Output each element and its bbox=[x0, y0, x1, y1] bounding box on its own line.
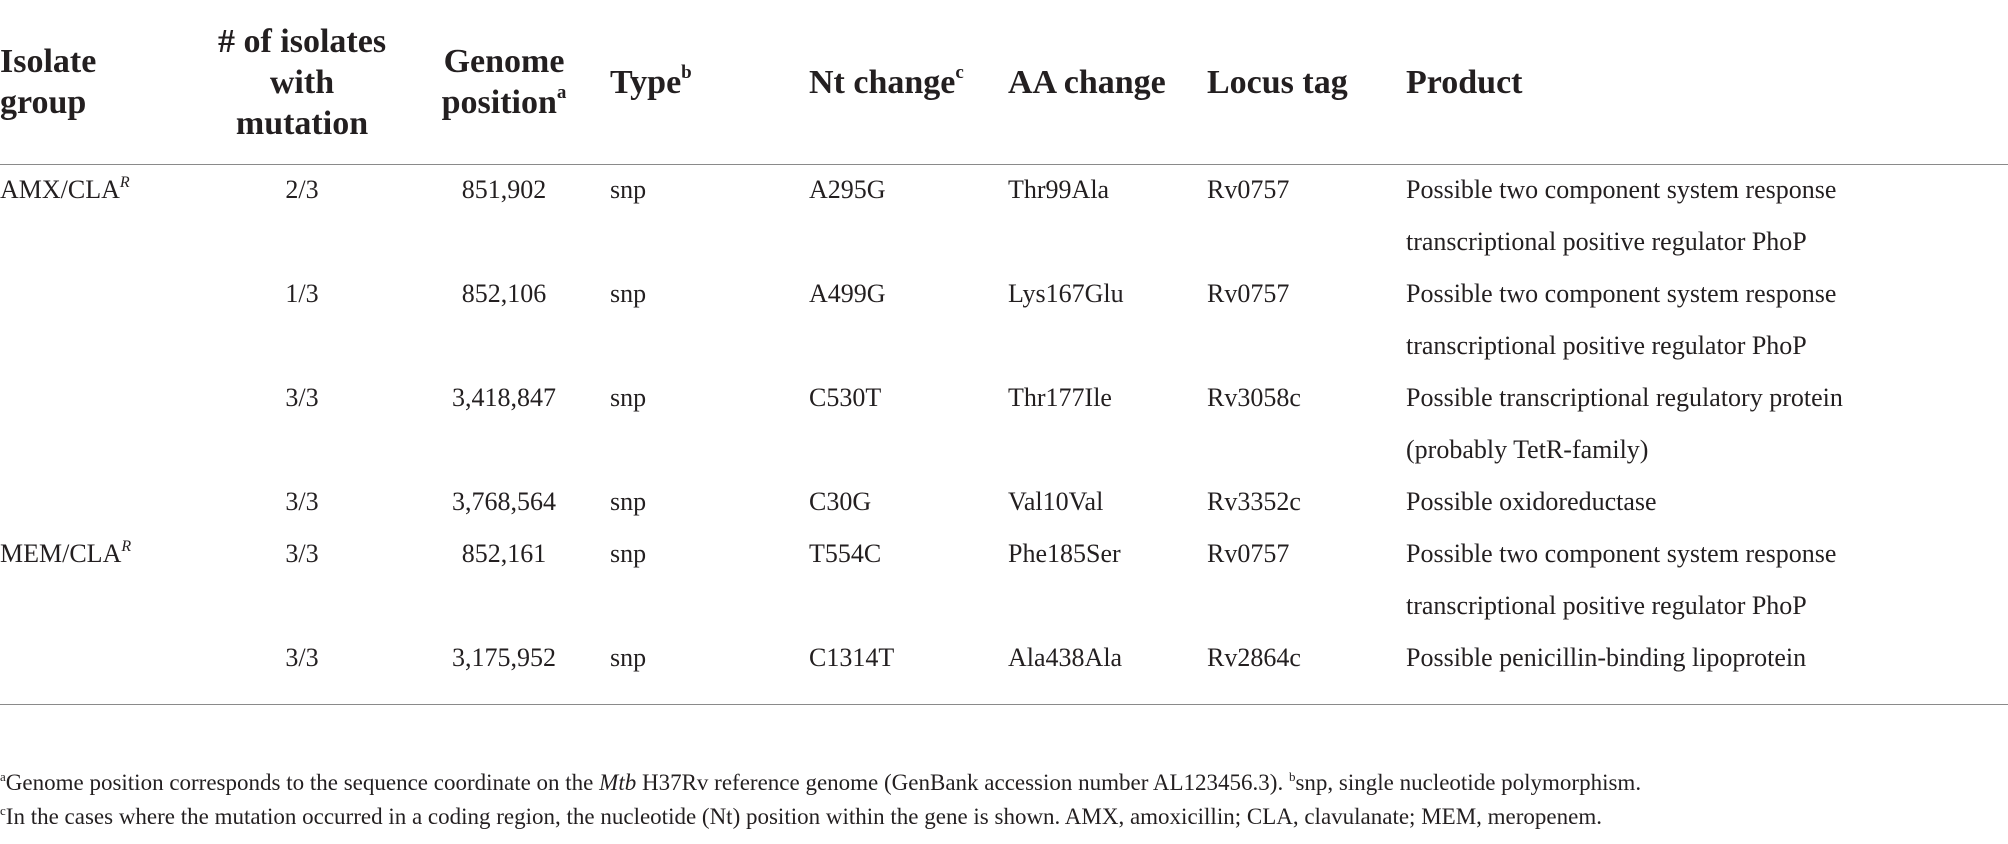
header-locus-tag: Locus tag bbox=[1207, 64, 1348, 101]
cell-product bbox=[1406, 476, 1966, 528]
cell-product-line: Possible two component system response bbox=[1406, 539, 1837, 568]
cell-genome-position: 852,161 bbox=[461, 539, 547, 568]
footnote-line-2 bbox=[0, 800, 1602, 834]
bottom-rule bbox=[0, 704, 2008, 705]
header-genome-position bbox=[414, 41, 594, 123]
cell-nt-change: C530T bbox=[809, 383, 882, 412]
header-nt-change bbox=[809, 62, 964, 103]
cell-product-line: Possible oxidoreductase bbox=[1406, 487, 1657, 516]
header-num-isolates-line1: # of isolates bbox=[217, 23, 387, 60]
cell-num-isolates: 3/3 bbox=[285, 487, 319, 516]
header-type bbox=[610, 62, 692, 103]
cell-product bbox=[1406, 528, 1966, 632]
cell-locus-tag: Rv0757 bbox=[1207, 539, 1290, 568]
cell-locus-tag: Rv2864c bbox=[1207, 643, 1301, 672]
footnote-mark-a: a bbox=[0, 769, 6, 784]
header-isolate-group-line1: Isolate bbox=[0, 43, 97, 80]
cell-product-line: Possible two component system response bbox=[1406, 175, 1837, 204]
header-type-label: Type bbox=[610, 64, 682, 101]
footnote-text: In the cases where the mutation occurred in a coding region, the nucleotide (Nt) position within the gene is shown. AMX, amoxicillin; CLA, clavulanate; MEM, meropenem. bbox=[5, 804, 1602, 829]
header-isolate-group-line2: group bbox=[0, 84, 87, 121]
cell-product-line: Possible two component system response bbox=[1406, 279, 1837, 308]
cell-product bbox=[1406, 632, 1966, 684]
cell-product-line: (probably TetR-family) bbox=[1406, 435, 1649, 464]
footnote-line-1 bbox=[0, 766, 1641, 800]
cell-aa-change: Phe185Ser bbox=[1008, 539, 1121, 568]
cell-nt-change: C30G bbox=[809, 487, 872, 516]
header-num-isolates bbox=[198, 21, 406, 144]
footnote-mark-b: b bbox=[1288, 769, 1296, 784]
cell-nt-change: T554C bbox=[809, 539, 882, 568]
cell-aa-change: Thr177Ile bbox=[1008, 383, 1112, 412]
footnote-italic-text: Mtb bbox=[599, 770, 637, 795]
cell-nt-change: A295G bbox=[809, 175, 886, 204]
cell-product-line: transcriptional positive regulator PhoP bbox=[1406, 227, 1807, 256]
cell-num-isolates: 3/3 bbox=[285, 539, 319, 568]
header-genome-position-line1: Genome bbox=[443, 43, 565, 80]
header-num-isolates-line3: mutation bbox=[235, 105, 369, 142]
header-genome-position-line2: position bbox=[441, 84, 557, 121]
cell-aa-change: Val10Val bbox=[1008, 487, 1104, 516]
cell-nt-change: A499G bbox=[809, 279, 886, 308]
cell-num-isolates: 2/3 bbox=[285, 175, 319, 204]
footnote-text: snp, single nucleotide polymorphism. bbox=[1295, 770, 1642, 795]
cell-num-isolates: 3/3 bbox=[285, 383, 319, 412]
header-genome-position-line2-wrap bbox=[414, 82, 594, 123]
cell-num-isolates: 3/3 bbox=[285, 643, 319, 672]
cell-nt-change: C1314T bbox=[809, 643, 895, 672]
cell-product bbox=[1406, 164, 1966, 268]
cell-genome-position: 3,175,952 bbox=[452, 643, 556, 672]
header-isolate-group bbox=[0, 41, 96, 123]
cell-locus-tag: Rv3058c bbox=[1207, 383, 1301, 412]
cell-genome-position: 3,418,847 bbox=[452, 383, 556, 412]
cell-group-label: AMX/CLA bbox=[0, 175, 120, 204]
cell-type: snp bbox=[610, 279, 647, 308]
cell-isolate-group bbox=[0, 528, 131, 580]
cell-group-resistance-mark: R bbox=[119, 174, 130, 191]
cell-isolate-group bbox=[0, 164, 130, 216]
header-aa-change: AA change bbox=[1008, 64, 1166, 101]
cell-locus-tag: Rv0757 bbox=[1207, 279, 1290, 308]
header-nt-change-label: Nt change bbox=[809, 64, 956, 101]
cell-product-line: transcriptional positive regulator PhoP bbox=[1406, 331, 1807, 360]
footnote-text: Genome position corresponds to the sequence coordinate on the bbox=[5, 770, 600, 795]
cell-genome-position: 3,768,564 bbox=[452, 487, 556, 516]
header-footnote-mark-a: a bbox=[556, 82, 567, 103]
cell-type: snp bbox=[610, 175, 647, 204]
header-footnote-mark-c: c bbox=[955, 62, 964, 83]
cell-type: snp bbox=[610, 383, 647, 412]
cell-genome-position: 851,902 bbox=[461, 175, 547, 204]
cell-type: snp bbox=[610, 643, 647, 672]
footnote-mark-c: c bbox=[0, 803, 6, 818]
cell-locus-tag: Rv3352c bbox=[1207, 487, 1301, 516]
cell-group-resistance-mark: R bbox=[121, 538, 132, 555]
header-product: Product bbox=[1406, 64, 1523, 101]
cell-product-line: transcriptional positive regulator PhoP bbox=[1406, 591, 1807, 620]
cell-locus-tag: Rv0757 bbox=[1207, 175, 1290, 204]
cell-product bbox=[1406, 268, 1966, 372]
cell-genome-position: 852,106 bbox=[461, 279, 547, 308]
cell-group-label: MEM/CLA bbox=[0, 539, 122, 568]
cell-type: snp bbox=[610, 487, 647, 516]
header-footnote-mark-b: b bbox=[681, 62, 692, 83]
header-num-isolates-line2: with bbox=[269, 64, 335, 101]
cell-aa-change: Ala438Ala bbox=[1008, 643, 1123, 672]
cell-product bbox=[1406, 372, 1966, 476]
cell-product-line: Possible transcriptional regulatory protein bbox=[1406, 383, 1843, 412]
cell-aa-change: Thr99Ala bbox=[1008, 175, 1110, 204]
cell-product-line: Possible penicillin-binding lipoprotein bbox=[1406, 643, 1807, 672]
cell-type: snp bbox=[610, 539, 647, 568]
footnote-text: H37Rv reference genome (GenBank accession number AL123456.3). bbox=[636, 770, 1289, 795]
cell-num-isolates: 1/3 bbox=[285, 279, 319, 308]
cell-aa-change: Lys167Glu bbox=[1008, 279, 1124, 308]
